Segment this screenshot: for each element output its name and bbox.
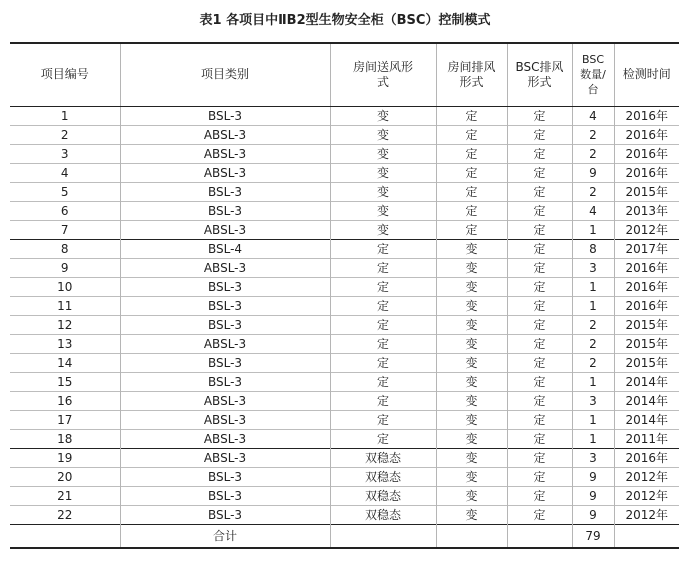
cell-room-exhaust: 变	[436, 410, 507, 429]
cell-bsc-exhaust: 定	[507, 467, 572, 486]
cell-room-exhaust: 定	[436, 220, 507, 239]
col-header-bsc-count-label: BSC数量/台	[580, 53, 606, 97]
col-header-bsc-count	[572, 43, 614, 106]
col-header-bsc-exhaust	[507, 43, 572, 106]
total-cell-empty	[330, 524, 436, 548]
cell-room-supply: 变	[330, 144, 436, 163]
cell-test-date: 2016年	[614, 296, 679, 315]
cell-bsc-exhaust: 定	[507, 106, 572, 125]
cell-project-id: 21	[10, 486, 120, 505]
cell-bsc-count: 2	[572, 353, 614, 372]
cell-test-date: 2012年	[614, 486, 679, 505]
cell-bsc-exhaust: 定	[507, 296, 572, 315]
cell-project-type: BSL-3	[120, 296, 330, 315]
cell-bsc-count: 1	[572, 220, 614, 239]
cell-test-date: 2014年	[614, 372, 679, 391]
cell-project-id: 1	[10, 106, 120, 125]
cell-bsc-count: 8	[572, 239, 614, 258]
cell-project-type: BSL-3	[120, 486, 330, 505]
cell-bsc-exhaust: 定	[507, 277, 572, 296]
table-row	[10, 277, 679, 296]
cell-room-exhaust: 定	[436, 163, 507, 182]
cell-bsc-count: 1	[572, 296, 614, 315]
cell-bsc-count: 1	[572, 277, 614, 296]
cell-room-exhaust: 变	[436, 334, 507, 353]
cell-room-exhaust: 定	[436, 201, 507, 220]
table-row	[10, 239, 679, 258]
cell-bsc-exhaust: 定	[507, 505, 572, 524]
table-title: 表1 各项目中ⅡB2型生物安全柜（BSC）控制模式	[199, 13, 491, 28]
total-bsc-count: 79	[572, 524, 614, 548]
cell-bsc-count: 9	[572, 505, 614, 524]
col-header-project-id: 项目编号	[10, 43, 120, 106]
cell-room-exhaust: 变	[436, 448, 507, 467]
bsc-control-mode-table	[10, 42, 679, 549]
cell-bsc-count: 2	[572, 182, 614, 201]
cell-bsc-exhaust: 定	[507, 258, 572, 277]
cell-room-exhaust: 变	[436, 277, 507, 296]
table-row	[10, 163, 679, 182]
table-row	[10, 106, 679, 125]
col-header-test-date: 检测时间	[614, 43, 679, 106]
cell-room-exhaust: 变	[436, 258, 507, 277]
cell-project-type: BSL-3	[120, 467, 330, 486]
cell-test-date: 2015年	[614, 182, 679, 201]
cell-bsc-exhaust: 定	[507, 163, 572, 182]
cell-room-exhaust: 定	[436, 144, 507, 163]
cell-bsc-exhaust: 定	[507, 315, 572, 334]
cell-bsc-exhaust: 定	[507, 410, 572, 429]
cell-test-date: 2011年	[614, 429, 679, 448]
cell-test-date: 2014年	[614, 391, 679, 410]
cell-room-exhaust: 变	[436, 467, 507, 486]
cell-room-supply: 定	[330, 353, 436, 372]
cell-room-supply: 双稳态	[330, 505, 436, 524]
total-cell-empty	[10, 524, 120, 548]
cell-bsc-exhaust: 定	[507, 182, 572, 201]
cell-project-id: 8	[10, 239, 120, 258]
table-row	[10, 220, 679, 239]
cell-project-id: 15	[10, 372, 120, 391]
table-row	[10, 429, 679, 448]
cell-project-type: ABSL-3	[120, 448, 330, 467]
table-row	[10, 144, 679, 163]
cell-test-date: 2016年	[614, 144, 679, 163]
cell-room-exhaust: 变	[436, 239, 507, 258]
cell-room-exhaust: 变	[436, 429, 507, 448]
cell-room-supply: 变	[330, 163, 436, 182]
cell-bsc-count: 3	[572, 391, 614, 410]
cell-room-supply: 定	[330, 277, 436, 296]
cell-project-id: 10	[10, 277, 120, 296]
cell-bsc-exhaust: 定	[507, 429, 572, 448]
cell-project-type: ABSL-3	[120, 334, 330, 353]
total-cell-empty	[436, 524, 507, 548]
table-row	[10, 315, 679, 334]
cell-project-type: ABSL-3	[120, 429, 330, 448]
cell-project-id: 9	[10, 258, 120, 277]
cell-room-supply: 变	[330, 220, 436, 239]
cell-bsc-count: 9	[572, 467, 614, 486]
cell-project-id: 4	[10, 163, 120, 182]
table-row	[10, 486, 679, 505]
cell-bsc-count: 9	[572, 486, 614, 505]
cell-room-supply: 定	[330, 391, 436, 410]
table-row	[10, 258, 679, 277]
cell-test-date: 2012年	[614, 505, 679, 524]
cell-test-date: 2015年	[614, 334, 679, 353]
cell-project-id: 18	[10, 429, 120, 448]
cell-project-type: BSL-3	[120, 353, 330, 372]
col-header-room-exhaust-label: 房间排风形式	[447, 59, 496, 89]
cell-project-id: 5	[10, 182, 120, 201]
table-row	[10, 410, 679, 429]
cell-project-id: 20	[10, 467, 120, 486]
cell-room-exhaust: 定	[436, 125, 507, 144]
cell-project-type: BSL-3	[120, 315, 330, 334]
cell-test-date: 2015年	[614, 353, 679, 372]
cell-project-type: ABSL-3	[120, 391, 330, 410]
cell-room-supply: 变	[330, 182, 436, 201]
cell-room-supply: 定	[330, 429, 436, 448]
cell-project-type: ABSL-3	[120, 125, 330, 144]
cell-project-type: BSL-3	[120, 182, 330, 201]
cell-room-supply: 变	[330, 201, 436, 220]
total-cell-empty	[614, 524, 679, 548]
cell-project-type: ABSL-3	[120, 220, 330, 239]
table-row	[10, 201, 679, 220]
cell-test-date: 2014年	[614, 410, 679, 429]
cell-test-date: 2013年	[614, 201, 679, 220]
cell-test-date: 2017年	[614, 239, 679, 258]
cell-room-supply: 定	[330, 239, 436, 258]
cell-project-type: BSL-3	[120, 277, 330, 296]
cell-bsc-count: 2	[572, 125, 614, 144]
cell-room-exhaust: 变	[436, 315, 507, 334]
header-row	[10, 43, 679, 106]
total-cell-empty	[507, 524, 572, 548]
cell-project-id: 6	[10, 201, 120, 220]
cell-project-id: 2	[10, 125, 120, 144]
cell-test-date: 2016年	[614, 125, 679, 144]
cell-room-exhaust: 变	[436, 353, 507, 372]
table-body	[10, 106, 679, 524]
cell-bsc-count: 9	[572, 163, 614, 182]
cell-bsc-exhaust: 定	[507, 353, 572, 372]
cell-room-supply: 定	[330, 315, 436, 334]
cell-test-date: 2016年	[614, 163, 679, 182]
cell-project-id: 7	[10, 220, 120, 239]
table-row	[10, 353, 679, 372]
cell-test-date: 2012年	[614, 220, 679, 239]
cell-room-supply: 定	[330, 372, 436, 391]
cell-bsc-count: 4	[572, 201, 614, 220]
cell-bsc-count: 1	[572, 429, 614, 448]
cell-bsc-exhaust: 定	[507, 391, 572, 410]
cell-test-date: 2016年	[614, 258, 679, 277]
col-header-room-supply-label: 房间送风形式	[352, 59, 413, 89]
cell-project-type: BSL-3	[120, 106, 330, 125]
cell-bsc-exhaust: 定	[507, 239, 572, 258]
cell-room-exhaust: 定	[436, 182, 507, 201]
cell-project-type: ABSL-3	[120, 410, 330, 429]
cell-project-id: 12	[10, 315, 120, 334]
cell-room-exhaust: 定	[436, 106, 507, 125]
cell-room-supply: 双稳态	[330, 467, 436, 486]
total-row	[10, 524, 679, 548]
cell-room-supply: 定	[330, 258, 436, 277]
cell-bsc-count: 3	[572, 258, 614, 277]
cell-test-date: 2016年	[614, 106, 679, 125]
table-row	[10, 182, 679, 201]
cell-room-exhaust: 变	[436, 372, 507, 391]
cell-bsc-count: 3	[572, 448, 614, 467]
cell-test-date: 2015年	[614, 315, 679, 334]
col-header-project-type: 项目类别	[120, 43, 330, 106]
cell-room-supply: 定	[330, 296, 436, 315]
cell-room-supply: 变	[330, 106, 436, 125]
table-row	[10, 505, 679, 524]
table-row	[10, 372, 679, 391]
cell-bsc-exhaust: 定	[507, 448, 572, 467]
cell-test-date: 2012年	[614, 467, 679, 486]
cell-bsc-exhaust: 定	[507, 125, 572, 144]
cell-project-type: ABSL-3	[120, 144, 330, 163]
col-header-bsc-exhaust-label: BSC排风形式	[515, 59, 564, 89]
cell-bsc-exhaust: 定	[507, 486, 572, 505]
cell-project-id: 17	[10, 410, 120, 429]
cell-bsc-count: 1	[572, 410, 614, 429]
cell-bsc-count: 2	[572, 334, 614, 353]
cell-project-type: BSL-3	[120, 505, 330, 524]
col-header-room-supply	[330, 43, 436, 106]
cell-bsc-count: 1	[572, 372, 614, 391]
cell-bsc-exhaust: 定	[507, 372, 572, 391]
cell-room-exhaust: 变	[436, 391, 507, 410]
cell-test-date: 2016年	[614, 448, 679, 467]
cell-test-date: 2016年	[614, 277, 679, 296]
cell-room-exhaust: 变	[436, 486, 507, 505]
cell-project-type: ABSL-3	[120, 163, 330, 182]
cell-project-type: BSL-3	[120, 201, 330, 220]
cell-bsc-exhaust: 定	[507, 144, 572, 163]
cell-bsc-count: 2	[572, 144, 614, 163]
cell-room-supply: 定	[330, 410, 436, 429]
cell-room-exhaust: 变	[436, 505, 507, 524]
cell-room-supply: 双稳态	[330, 448, 436, 467]
table-row	[10, 391, 679, 410]
table-row	[10, 296, 679, 315]
table-row	[10, 125, 679, 144]
cell-project-id: 11	[10, 296, 120, 315]
cell-project-id: 19	[10, 448, 120, 467]
cell-bsc-exhaust: 定	[507, 334, 572, 353]
total-label: 合计	[120, 524, 330, 548]
cell-project-id: 22	[10, 505, 120, 524]
cell-project-id: 14	[10, 353, 120, 372]
table-row	[10, 448, 679, 467]
cell-bsc-count: 2	[572, 315, 614, 334]
cell-project-type: BSL-3	[120, 372, 330, 391]
cell-project-id: 16	[10, 391, 120, 410]
col-header-room-exhaust	[436, 43, 507, 106]
cell-bsc-count: 4	[572, 106, 614, 125]
table-row	[10, 467, 679, 486]
table-row	[10, 334, 679, 353]
cell-room-supply: 双稳态	[330, 486, 436, 505]
cell-bsc-exhaust: 定	[507, 220, 572, 239]
cell-bsc-exhaust: 定	[507, 201, 572, 220]
cell-room-exhaust: 变	[436, 296, 507, 315]
cell-project-type: ABSL-3	[120, 258, 330, 277]
cell-project-id: 3	[10, 144, 120, 163]
cell-project-type: BSL-4	[120, 239, 330, 258]
cell-room-supply: 定	[330, 334, 436, 353]
cell-project-id: 13	[10, 334, 120, 353]
cell-room-supply: 变	[330, 125, 436, 144]
